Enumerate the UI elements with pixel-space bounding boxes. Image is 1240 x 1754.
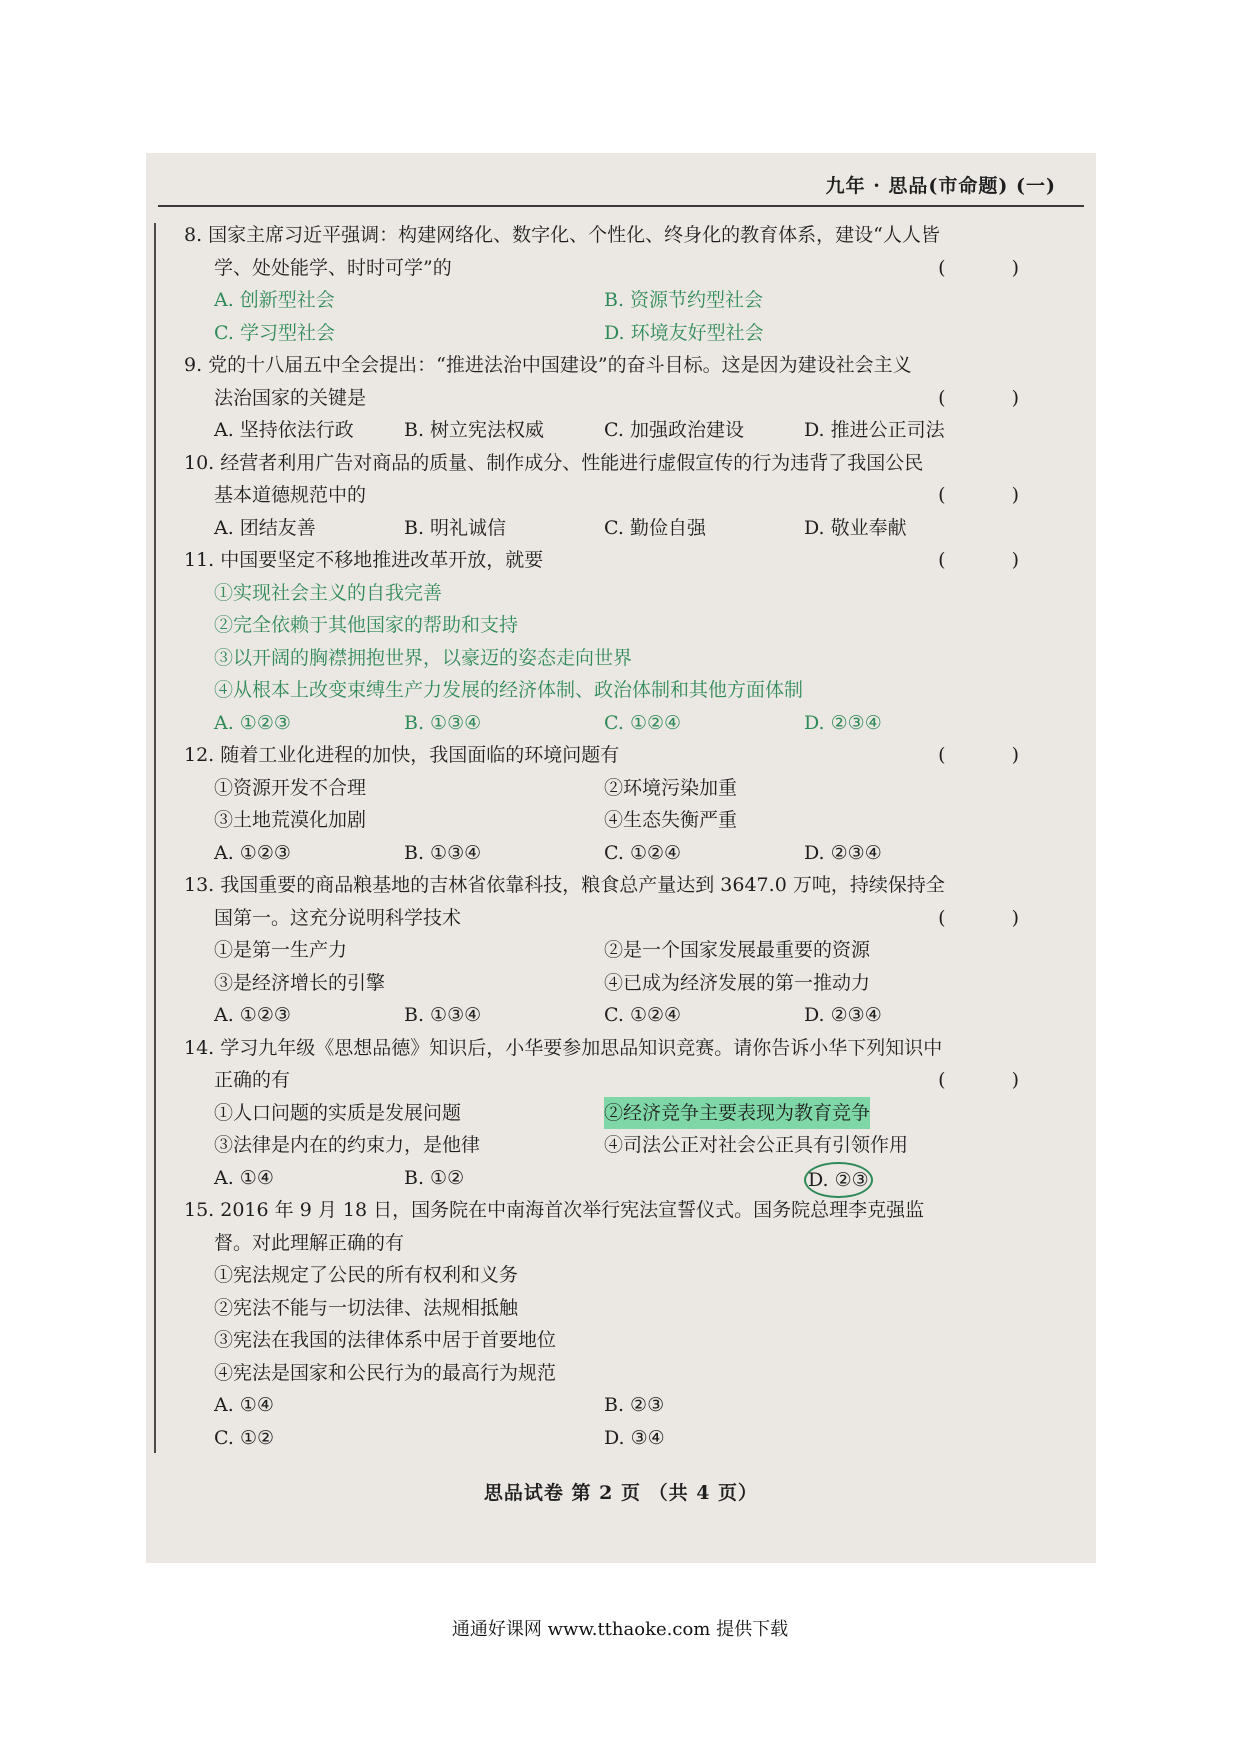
- item-3: ③法律是内在的约束力，是他律: [214, 1134, 481, 1156]
- exam-page: [146, 153, 1096, 1563]
- question-15-item-2: ②宪法不能与一切法律、法规相抵触: [214, 1296, 519, 1319]
- question-10-line-1: 10. 经营者利用广告对商品的质量、制作成分、性能进行虚假宣传的行为违背了我国公民: [184, 451, 924, 474]
- option-d: D. ②③④: [804, 841, 882, 864]
- option-c: C. 勤俭自强: [604, 516, 706, 539]
- question-11-line-1: 11. 中国要坚定不移地推进改革开放，就要 ( ): [184, 544, 1049, 577]
- question-13-line-1: 13. 我国重要的商品粮基地的吉林省依靠科技，粮食总产量达到 3647.0 万吨，持续保持全: [184, 874, 945, 896]
- answer-paren: ( ): [938, 744, 1049, 766]
- option-a: A. ①②③: [214, 711, 291, 734]
- item-4: ④已成为经济发展的第一推动力: [604, 971, 871, 994]
- question-11-item-3: ③以开阔的胸襟拥抱世界，以豪迈的姿态走向世界: [214, 646, 633, 669]
- answer-paren: ( ): [938, 1069, 1049, 1091]
- item-1: ①是第一生产力: [214, 939, 348, 961]
- option-b: B. ②③: [604, 1394, 665, 1416]
- answer-paren: ( ): [938, 484, 1049, 506]
- option-d: D. ②③④: [804, 1004, 882, 1026]
- question-15-item-3: ③宪法在我国的法律体系中居于首要地位: [214, 1329, 557, 1351]
- question-8-line-1: 8. 国家主席习近平强调：构建网络化、数字化、个性化、终身化的教育体系，建设“人人皆: [184, 224, 940, 246]
- item-2-highlighted: ②经济竞争主要表现为教育竞争: [604, 1097, 870, 1130]
- option-b: B. ①③④: [404, 841, 482, 864]
- option-d: D. 推进公正司法: [804, 419, 945, 441]
- answer-paren: ( ): [938, 549, 1049, 571]
- item-1: ①人口问题的实质是发展问题: [214, 1101, 462, 1124]
- option-d: D. ②③④: [804, 711, 882, 734]
- question-8-line-2: 学、处处能学、时时可学”的 ( ): [184, 252, 1049, 285]
- question-15-line-1: 15. 2016 年 9 月 18 日，国务院在中南海首次举行宪法宣誓仪式。国务院总理李克强监: [184, 1199, 925, 1221]
- option-b: B. 明礼诚信: [404, 516, 507, 539]
- question-14-items-row-1: [184, 1097, 1049, 1130]
- option-a: A. ①④: [214, 1394, 274, 1416]
- option-b: B. 树立宪法权威: [404, 419, 545, 441]
- option-c: C. ①②④: [604, 711, 682, 734]
- option-c: C. 加强政治建设: [604, 419, 744, 441]
- question-15-line-2: 督。对此理解正确的有: [214, 1231, 405, 1254]
- answer-paren: ( ): [938, 906, 1049, 929]
- option-c: C. ①②④: [604, 1004, 682, 1026]
- question-10-line-2: 基本道德规范中的 ( ): [184, 479, 1049, 512]
- option-a: A. ①④: [214, 1166, 274, 1189]
- option-d: D. ③④: [604, 1426, 665, 1449]
- download-source-note: 通通好课网 www.tthaoke.com 提供下载: [451, 1619, 789, 1640]
- question-12-line-1: 12. 随着工业化进程的加快，我国面临的环境问题有 ( ): [184, 739, 1049, 772]
- option-d-marked: D. ②③: [804, 1162, 873, 1199]
- item-3: ③是经济增长的引擎: [214, 971, 386, 994]
- question-15-options-row-2: [184, 1422, 1049, 1455]
- page-footer: 思品试卷 第 2 页 （共 4 页）: [483, 1482, 759, 1504]
- question-13-line-2: 国第一。这充分说明科学技术 ( ): [184, 902, 1049, 935]
- option-a: A. 创新型社会: [214, 289, 335, 311]
- question-13-items-row-1: [184, 934, 1049, 967]
- question-11-item-1: ①实现社会主义的自我完善: [214, 581, 443, 604]
- option-a: A. 坚持依法行政: [214, 419, 354, 441]
- page-header-title: 九年 · 思品(市命题) (一): [825, 175, 1056, 197]
- question-14-line-2: 正确的有 ( ): [184, 1064, 1049, 1097]
- question-10-options: [184, 512, 1049, 545]
- item-4: ④生态失衡严重: [604, 809, 738, 831]
- option-d: D. 环境友好型社会: [604, 321, 764, 344]
- answer-paren: ( ): [938, 386, 1049, 409]
- question-8-options-row-1: [184, 284, 1049, 317]
- question-11-options: [184, 707, 1049, 740]
- option-b: B. ①②: [404, 1166, 465, 1189]
- question-11-item-2: ②完全依赖于其他国家的帮助和支持: [214, 614, 519, 636]
- question-13-items-row-2: [184, 967, 1049, 1000]
- question-15-options-row-1: [184, 1389, 1049, 1422]
- option-b: B. 资源节约型社会: [604, 289, 764, 311]
- question-11-item-4: ④从根本上改变束缚生产力发展的经济体制、政治体制和其他方面体制: [214, 679, 804, 701]
- header-divider: [158, 205, 1084, 207]
- question-14-line-1: 14. 学习九年级《思想品德》知识后，小华要参加思品知识竞赛。请你告诉小华下列知识中: [184, 1036, 943, 1059]
- question-12-options: [184, 837, 1049, 870]
- option-c: C. ①②: [214, 1426, 275, 1449]
- question-9-line-1: 9. 党的十八届五中全会提出：“推进法治中国建设”的奋斗目标。这是因为建设社会主义: [184, 354, 912, 376]
- binding-margin-line: [154, 223, 156, 1453]
- item-2: ②环境污染加重: [604, 776, 738, 799]
- question-15-item-4: ④宪法是国家和公民行为的最高行为规范: [214, 1361, 557, 1384]
- question-9-line-2: 法治国家的关键是 ( ): [184, 382, 1049, 415]
- question-13-options: [184, 999, 1049, 1032]
- option-d: D. 敬业奉献: [804, 516, 907, 539]
- question-8-options-row-2: [184, 317, 1049, 350]
- item-3: ③土地荒漠化加剧: [214, 809, 367, 831]
- option-b: B. ①③④: [404, 711, 482, 734]
- option-c: C. ①②④: [604, 841, 682, 864]
- option-c: C. 学习型社会: [214, 321, 335, 344]
- question-14-options: [184, 1162, 1049, 1195]
- item-4: ④司法公正对社会公正具有引领作用: [604, 1134, 909, 1156]
- option-b: B. ①③④: [404, 1004, 482, 1026]
- item-2: ②是一个国家发展最重要的资源: [604, 939, 871, 961]
- question-15-item-1: ①宪法规定了公民的所有权利和义务: [214, 1264, 519, 1286]
- question-12-items-row-2: [184, 804, 1049, 837]
- question-list: [184, 219, 1049, 1454]
- question-12-items-row-1: [184, 772, 1049, 805]
- question-14-items-row-2: [184, 1129, 1049, 1162]
- option-a: A. ①②③: [214, 1004, 291, 1026]
- option-a: A. ①②③: [214, 841, 291, 864]
- question-9-options: [184, 414, 1049, 447]
- option-a: A. 团结友善: [214, 516, 316, 539]
- answer-paren: ( ): [938, 256, 1049, 279]
- item-1: ①资源开发不合理: [214, 776, 367, 799]
